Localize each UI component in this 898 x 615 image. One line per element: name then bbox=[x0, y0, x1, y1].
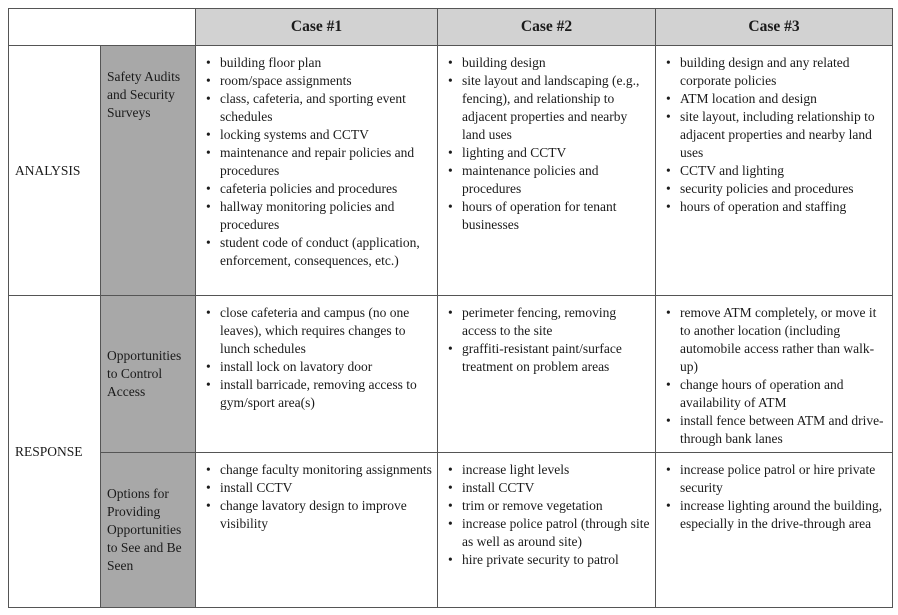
analysis-row bbox=[9, 46, 893, 296]
see-and-be-seen-case-2-cell bbox=[438, 453, 656, 608]
header-corner bbox=[9, 9, 196, 46]
list-item: • hire private security to patrol bbox=[442, 551, 651, 569]
list-item: • site layout and landscaping (e.g., fencing), and relationship to adjacent properties and nearby land uses bbox=[442, 72, 651, 144]
list-item: • change hours of operation and availability of ATM bbox=[660, 376, 888, 412]
list-item: • perimeter fencing, removing access to the site bbox=[442, 304, 651, 340]
response-row-control-access bbox=[9, 296, 893, 453]
control-access-case-3-cell bbox=[656, 296, 893, 453]
list-item: • cafeteria policies and procedures bbox=[200, 180, 433, 198]
analysis-label: ANALYSIS bbox=[9, 46, 101, 296]
control-access-case-3-list bbox=[660, 304, 888, 448]
list-item: • trim or remove vegetation bbox=[442, 497, 651, 515]
list-item: • student code of conduct (application, enforcement, consequences, etc.) bbox=[200, 234, 433, 270]
list-item: • building design bbox=[442, 54, 651, 72]
list-item: • remove ATM completely, or move it to another location (including automobile access rather than walk-up) bbox=[660, 304, 888, 376]
case-comparison-table-frame bbox=[8, 8, 892, 606]
column-header-case-3: Case #3 bbox=[656, 9, 893, 46]
control-access-case-1-cell bbox=[196, 296, 438, 453]
list-item: • site layout, including relationship to adjacent properties and nearby land uses bbox=[660, 108, 888, 162]
list-item: • change faculty monitoring assignments bbox=[200, 461, 433, 479]
case-comparison-table bbox=[8, 8, 893, 608]
list-item: • building floor plan bbox=[200, 54, 433, 72]
list-item: • increase police patrol (through site as well as around site) bbox=[442, 515, 651, 551]
list-item: • install CCTV bbox=[200, 479, 433, 497]
see-and-be-seen-case-1-list bbox=[200, 461, 433, 533]
list-item: • building design and any related corporate policies bbox=[660, 54, 888, 90]
list-item: • ATM location and design bbox=[660, 90, 888, 108]
control-access-case-2-cell bbox=[438, 296, 656, 453]
list-item: • security policies and procedures bbox=[660, 180, 888, 198]
control-access-case-1-list bbox=[200, 304, 433, 412]
list-item: • increase lighting around the building, especially in the drive-through area bbox=[660, 497, 888, 533]
list-item: • room/space assignments bbox=[200, 72, 433, 90]
control-access-label: Opportunities to Control Access bbox=[101, 296, 196, 453]
list-item: • close cafeteria and campus (no one leaves), which requires changes to lunch schedules bbox=[200, 304, 433, 358]
list-item: • increase light levels bbox=[442, 461, 651, 479]
response-label: RESPONSE bbox=[9, 296, 101, 608]
see-and-be-seen-case-1-cell bbox=[196, 453, 438, 608]
see-and-be-seen-label: Options for Providing Opportunities to See and Be Seen bbox=[101, 453, 196, 608]
list-item: • install barricade, removing access to gym/sport area(s) bbox=[200, 376, 433, 412]
list-item: • CCTV and lighting bbox=[660, 162, 888, 180]
column-header-case-2: Case #2 bbox=[438, 9, 656, 46]
header-row bbox=[9, 9, 893, 46]
analysis-case-1-cell bbox=[196, 46, 438, 296]
control-access-case-2-list bbox=[442, 304, 651, 376]
list-item: • graffiti-resistant paint/surface treatment on problem areas bbox=[442, 340, 651, 376]
analysis-case-3-list bbox=[660, 54, 888, 216]
list-item: • install lock on lavatory door bbox=[200, 358, 433, 376]
list-item: • change lavatory design to improve visibility bbox=[200, 497, 433, 533]
list-item: • locking systems and CCTV bbox=[200, 126, 433, 144]
see-and-be-seen-case-3-list bbox=[660, 461, 888, 533]
list-item: • maintenance policies and procedures bbox=[442, 162, 651, 198]
analysis-case-2-cell bbox=[438, 46, 656, 296]
analysis-case-1-list bbox=[200, 54, 433, 270]
list-item: • increase police patrol or hire private security bbox=[660, 461, 888, 497]
column-header-case-1: Case #1 bbox=[196, 9, 438, 46]
analysis-case-2-list bbox=[442, 54, 651, 234]
list-item: • class, cafeteria, and sporting event schedules bbox=[200, 90, 433, 126]
see-and-be-seen-case-2-list bbox=[442, 461, 651, 569]
see-and-be-seen-case-3-cell bbox=[656, 453, 893, 608]
list-item: • maintenance and repair policies and procedures bbox=[200, 144, 433, 180]
list-item: • hours of operation and staffing bbox=[660, 198, 888, 216]
safety-audits-label: Safety Audits and Security Surveys bbox=[101, 46, 196, 296]
list-item: • hallway monitoring policies and procedures bbox=[200, 198, 433, 234]
list-item: • hours of operation for tenant businesses bbox=[442, 198, 651, 234]
response-row-see-and-be-seen bbox=[9, 453, 893, 608]
list-item: • lighting and CCTV bbox=[442, 144, 651, 162]
list-item: • install CCTV bbox=[442, 479, 651, 497]
list-item: • install fence between ATM and drive-through bank lanes bbox=[660, 412, 888, 448]
analysis-case-3-cell bbox=[656, 46, 893, 296]
